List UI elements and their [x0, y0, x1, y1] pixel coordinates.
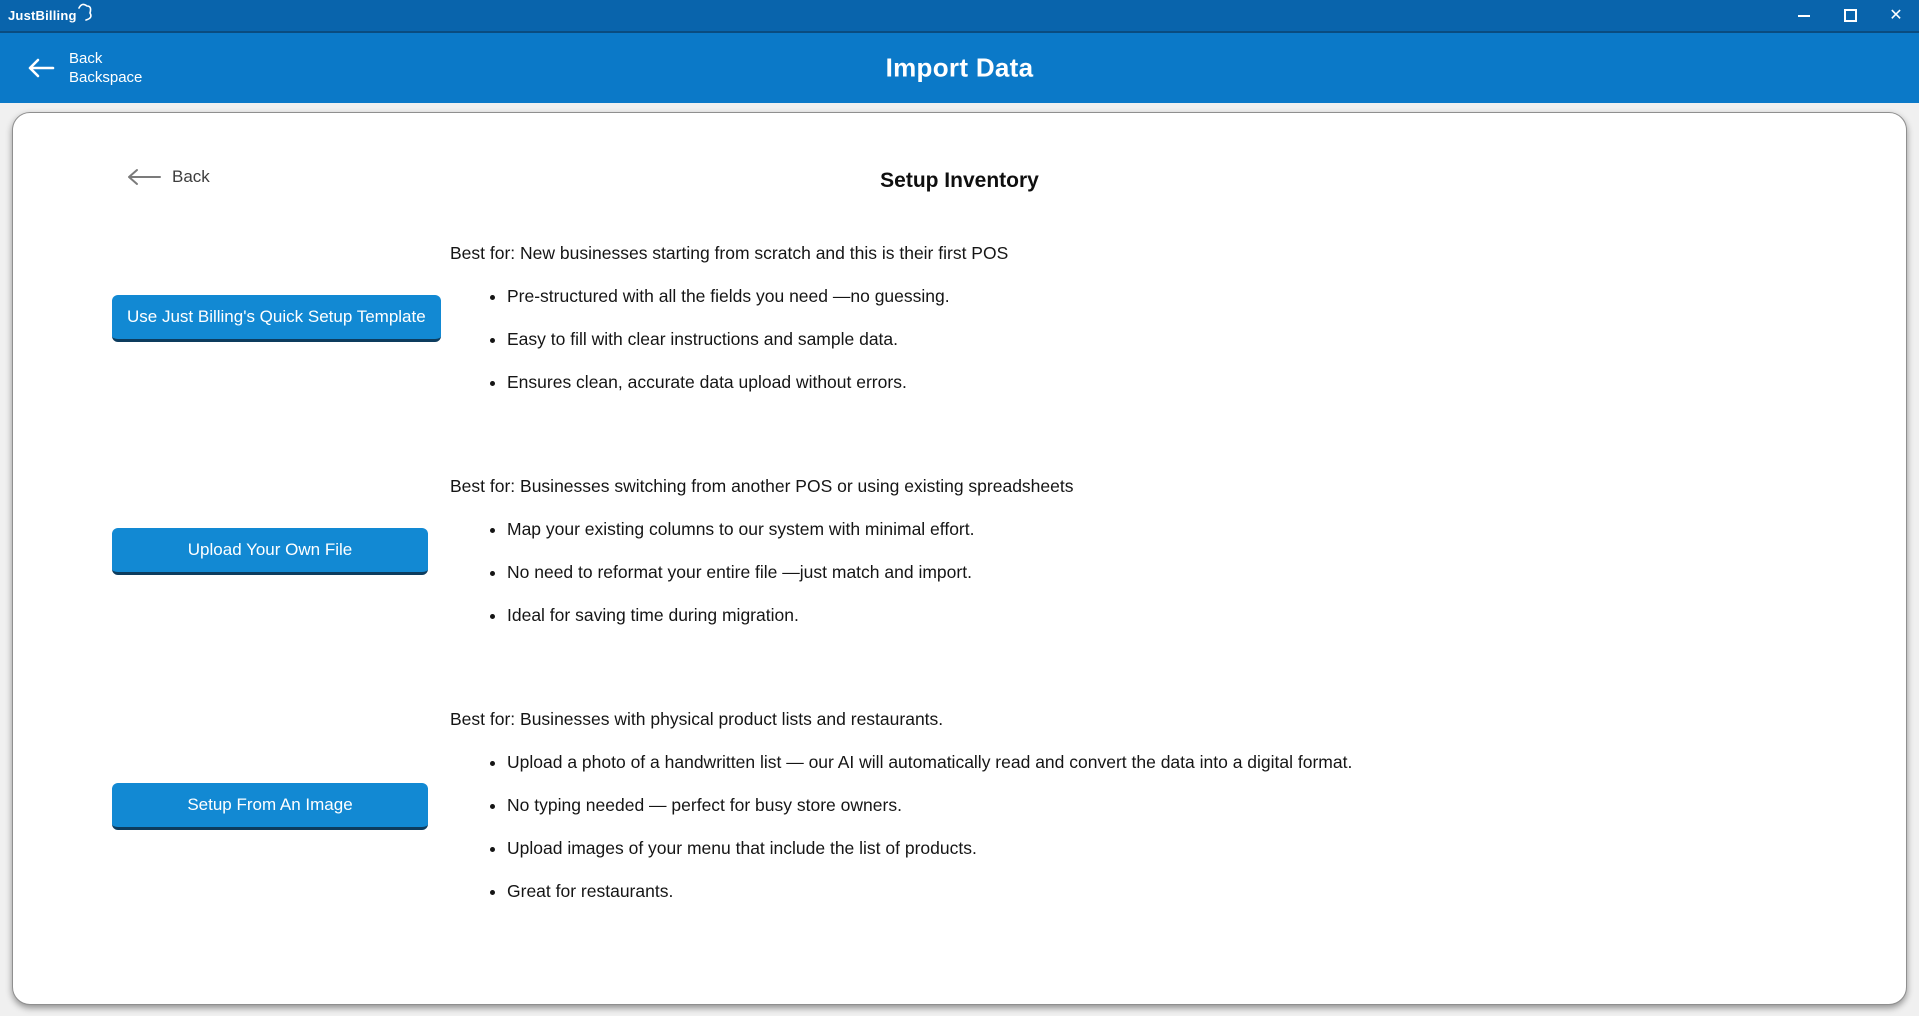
page-title: Import Data [885, 52, 1034, 83]
button-column [13, 528, 450, 575]
bullet-item: • Pre-structured with all the fields you need —no guessing. [507, 285, 1906, 308]
card-top-row [13, 167, 1906, 201]
minimize-button[interactable] [1781, 0, 1827, 31]
import-options [13, 243, 1906, 903]
justbilling-logo-text: JustBilling [8, 8, 77, 23]
bullet-item: • Great for restaurants. [507, 880, 1906, 903]
back-arrow-icon [26, 57, 56, 79]
justbilling-logo [8, 8, 94, 24]
text-column [450, 476, 1906, 627]
header-backspace-label: Backspace [69, 69, 143, 86]
section-quick-setup-template [13, 243, 1906, 394]
bullet-list [450, 751, 1906, 903]
section-setup-from-image [13, 709, 1906, 903]
section-upload-own-file [13, 476, 1906, 627]
maximize-icon [1844, 9, 1857, 22]
bullet-item: • Map your existing columns to our system with minimal effort. [507, 518, 1906, 541]
cloud-icon [78, 2, 94, 24]
bullet-item: • Ideal for saving time during migration. [507, 604, 1906, 627]
setup-from-image-button[interactable]: Setup From An Image [112, 783, 428, 830]
header-bar [0, 33, 1919, 103]
button-column [13, 295, 450, 342]
bullet-item: • No typing needed — perfect for busy store owners. [507, 794, 1906, 817]
upload-own-file-button[interactable]: Upload Your Own File [112, 528, 428, 575]
close-button[interactable] [1873, 0, 1919, 31]
maximize-button[interactable] [1827, 0, 1873, 31]
bullet-list [450, 518, 1906, 627]
back-link-label: Back [172, 167, 210, 186]
header-back-button[interactable] [26, 49, 142, 87]
header-back-label: Back [69, 50, 103, 67]
bullet-item: • Upload images of your menu that include the list of products. [507, 837, 1906, 860]
bullet-item: • No need to reformat your entire file —just match and import. [507, 561, 1906, 584]
titlebar [0, 0, 1919, 33]
button-column [13, 783, 450, 830]
bullet-item: • Upload a photo of a handwritten list — our AI will automatically read and convert the data into a digital format. [507, 751, 1906, 774]
header-back-labels [69, 49, 142, 87]
best-for-text: Best for: Businesses with physical product lists and restaurants. [450, 709, 944, 729]
quick-setup-template-button[interactable]: Use Just Billing's Quick Setup Template [112, 295, 441, 342]
best-for-text: Best for: New businesses starting from scratch and this is their first POS [450, 243, 1009, 263]
bullet-item: • Ensures clean, accurate data upload without errors. [507, 371, 1906, 394]
content-card [12, 112, 1907, 1005]
text-column [450, 709, 1906, 903]
window-controls [1781, 0, 1919, 31]
bullet-item: • Easy to fill with clear instructions and sample data. [507, 328, 1906, 351]
bullet-list [450, 285, 1906, 394]
best-for-text: Best for: Businesses switching from another POS or using existing spreadsheets [450, 476, 1074, 496]
text-column [450, 243, 1906, 394]
close-icon: ✕ [1889, 6, 1903, 24]
section-title: Setup Inventory [880, 169, 1039, 192]
minimize-icon [1798, 15, 1810, 17]
